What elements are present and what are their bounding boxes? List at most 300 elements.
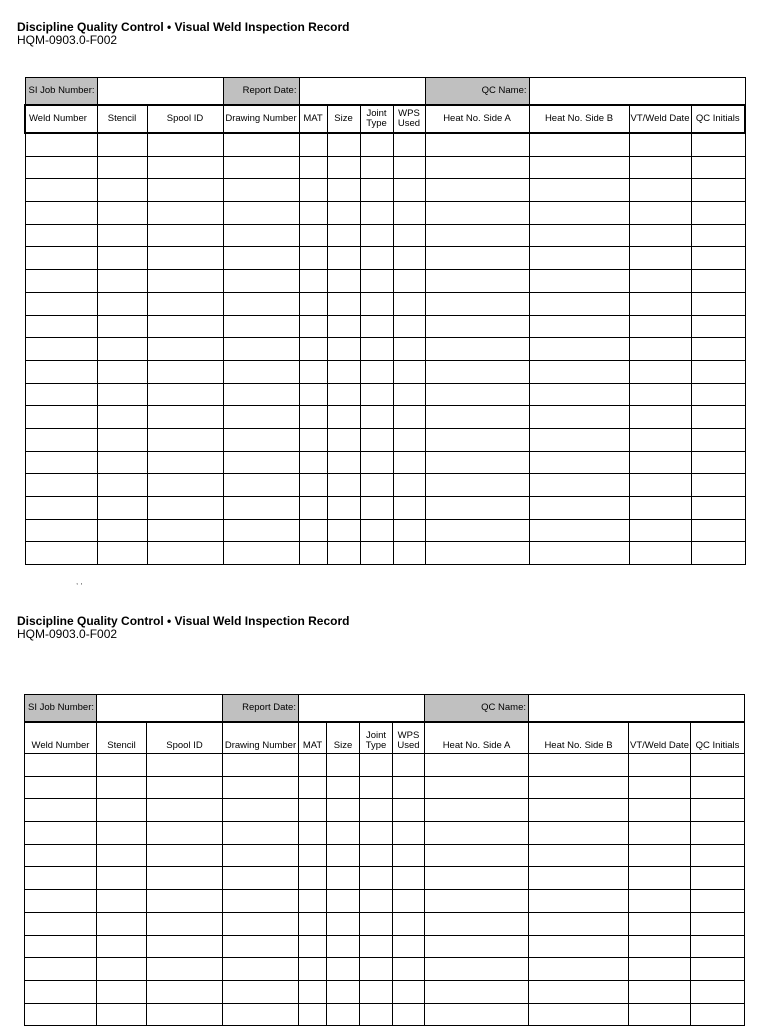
entry-cell[interactable] xyxy=(299,822,327,845)
entry-cell[interactable] xyxy=(360,497,393,520)
entry-cell[interactable] xyxy=(393,406,425,429)
entry-cell[interactable] xyxy=(25,202,97,225)
entry-cell[interactable] xyxy=(691,867,745,890)
entry-cell[interactable] xyxy=(223,912,299,935)
entry-cell[interactable] xyxy=(327,542,360,565)
entry-cell[interactable] xyxy=(147,406,223,429)
entry-cell[interactable] xyxy=(360,890,393,913)
entry-cell[interactable] xyxy=(223,754,299,777)
entry-cell[interactable] xyxy=(299,497,327,520)
entry-cell[interactable] xyxy=(629,202,691,225)
entry-cell[interactable] xyxy=(327,338,360,361)
entry-cell[interactable] xyxy=(223,890,299,913)
entry-cell[interactable] xyxy=(393,935,425,958)
entry-cell[interactable] xyxy=(393,360,425,383)
entry-cell[interactable] xyxy=(529,867,629,890)
entry-cell[interactable] xyxy=(360,754,393,777)
entry-cell[interactable] xyxy=(147,497,223,520)
entry-cell[interactable] xyxy=(393,890,425,913)
entry-cell[interactable] xyxy=(147,270,223,293)
entry-cell[interactable] xyxy=(360,776,393,799)
entry-cell[interactable] xyxy=(360,179,393,202)
entry-cell[interactable] xyxy=(223,958,299,981)
entry-cell[interactable] xyxy=(147,867,223,890)
entry-cell[interactable] xyxy=(529,497,629,520)
entry-cell[interactable] xyxy=(425,224,529,247)
entry-cell[interactable] xyxy=(425,451,529,474)
job-number-field[interactable] xyxy=(97,695,223,723)
entry-cell[interactable] xyxy=(529,776,629,799)
entry-cell[interactable] xyxy=(393,224,425,247)
entry-cell[interactable] xyxy=(97,383,147,406)
entry-cell[interactable] xyxy=(360,474,393,497)
entry-cell[interactable] xyxy=(393,383,425,406)
entry-cell[interactable] xyxy=(360,958,393,981)
entry-cell[interactable] xyxy=(529,980,629,1003)
entry-cell[interactable] xyxy=(393,292,425,315)
entry-cell[interactable] xyxy=(299,406,327,429)
entry-cell[interactable] xyxy=(425,542,529,565)
entry-cell[interactable] xyxy=(529,338,629,361)
entry-cell[interactable] xyxy=(223,519,299,542)
entry-cell[interactable] xyxy=(360,247,393,270)
entry-cell[interactable] xyxy=(425,428,529,451)
entry-cell[interactable] xyxy=(629,542,691,565)
entry-cell[interactable] xyxy=(147,428,223,451)
entry-cell[interactable] xyxy=(97,451,147,474)
entry-cell[interactable] xyxy=(393,451,425,474)
entry-cell[interactable] xyxy=(360,542,393,565)
entry-cell[interactable] xyxy=(529,912,629,935)
entry-cell[interactable] xyxy=(223,980,299,1003)
entry-cell[interactable] xyxy=(425,1003,529,1026)
entry-cell[interactable] xyxy=(299,360,327,383)
entry-cell[interactable] xyxy=(327,754,360,777)
job-number-field[interactable] xyxy=(97,78,223,106)
entry-cell[interactable] xyxy=(425,935,529,958)
entry-cell[interactable] xyxy=(629,519,691,542)
entry-cell[interactable] xyxy=(147,1003,223,1026)
entry-cell[interactable] xyxy=(393,912,425,935)
entry-cell[interactable] xyxy=(529,224,629,247)
entry-cell[interactable] xyxy=(529,958,629,981)
entry-cell[interactable] xyxy=(97,776,147,799)
entry-cell[interactable] xyxy=(393,428,425,451)
entry-cell[interactable] xyxy=(629,822,691,845)
entry-cell[interactable] xyxy=(327,958,360,981)
entry-cell[interactable] xyxy=(393,133,425,156)
entry-cell[interactable] xyxy=(393,867,425,890)
entry-cell[interactable] xyxy=(629,428,691,451)
entry-cell[interactable] xyxy=(327,519,360,542)
entry-cell[interactable] xyxy=(327,156,360,179)
qc-name-field[interactable] xyxy=(529,78,745,106)
entry-cell[interactable] xyxy=(299,776,327,799)
entry-cell[interactable] xyxy=(147,980,223,1003)
entry-cell[interactable] xyxy=(299,799,327,822)
entry-cell[interactable] xyxy=(691,202,745,225)
entry-cell[interactable] xyxy=(147,133,223,156)
entry-cell[interactable] xyxy=(97,980,147,1003)
entry-cell[interactable] xyxy=(97,519,147,542)
entry-cell[interactable] xyxy=(327,406,360,429)
entry-cell[interactable] xyxy=(360,451,393,474)
entry-cell[interactable] xyxy=(360,315,393,338)
entry-cell[interactable] xyxy=(691,1003,745,1026)
entry-cell[interactable] xyxy=(425,754,529,777)
entry-cell[interactable] xyxy=(425,497,529,520)
entry-cell[interactable] xyxy=(147,890,223,913)
entry-cell[interactable] xyxy=(97,1003,147,1026)
entry-cell[interactable] xyxy=(529,360,629,383)
entry-cell[interactable] xyxy=(327,315,360,338)
entry-cell[interactable] xyxy=(360,1003,393,1026)
entry-cell[interactable] xyxy=(97,935,147,958)
entry-cell[interactable] xyxy=(299,754,327,777)
entry-cell[interactable] xyxy=(691,980,745,1003)
entry-cell[interactable] xyxy=(691,890,745,913)
entry-cell[interactable] xyxy=(25,844,97,867)
entry-cell[interactable] xyxy=(529,519,629,542)
entry-cell[interactable] xyxy=(25,935,97,958)
entry-cell[interactable] xyxy=(425,799,529,822)
entry-cell[interactable] xyxy=(25,179,97,202)
entry-cell[interactable] xyxy=(97,844,147,867)
entry-cell[interactable] xyxy=(691,844,745,867)
entry-cell[interactable] xyxy=(147,935,223,958)
entry-cell[interactable] xyxy=(360,383,393,406)
entry-cell[interactable] xyxy=(327,179,360,202)
entry-cell[interactable] xyxy=(691,776,745,799)
entry-cell[interactable] xyxy=(425,867,529,890)
entry-cell[interactable] xyxy=(223,360,299,383)
entry-cell[interactable] xyxy=(629,912,691,935)
entry-cell[interactable] xyxy=(629,247,691,270)
entry-cell[interactable] xyxy=(25,451,97,474)
entry-cell[interactable] xyxy=(691,270,745,293)
entry-cell[interactable] xyxy=(97,542,147,565)
entry-cell[interactable] xyxy=(147,451,223,474)
entry-cell[interactable] xyxy=(327,935,360,958)
entry-cell[interactable] xyxy=(393,542,425,565)
entry-cell[interactable] xyxy=(629,776,691,799)
entry-cell[interactable] xyxy=(299,890,327,913)
entry-cell[interactable] xyxy=(97,179,147,202)
entry-cell[interactable] xyxy=(327,474,360,497)
entry-cell[interactable] xyxy=(299,912,327,935)
entry-cell[interactable] xyxy=(327,497,360,520)
entry-cell[interactable] xyxy=(223,1003,299,1026)
entry-cell[interactable] xyxy=(147,202,223,225)
entry-cell[interactable] xyxy=(223,156,299,179)
entry-cell[interactable] xyxy=(425,519,529,542)
entry-cell[interactable] xyxy=(393,315,425,338)
entry-cell[interactable] xyxy=(299,270,327,293)
entry-cell[interactable] xyxy=(360,822,393,845)
entry-cell[interactable] xyxy=(529,270,629,293)
entry-cell[interactable] xyxy=(393,179,425,202)
entry-cell[interactable] xyxy=(393,519,425,542)
entry-cell[interactable] xyxy=(425,474,529,497)
entry-cell[interactable] xyxy=(25,912,97,935)
entry-cell[interactable] xyxy=(393,958,425,981)
entry-cell[interactable] xyxy=(360,292,393,315)
entry-cell[interactable] xyxy=(360,224,393,247)
entry-cell[interactable] xyxy=(529,935,629,958)
entry-cell[interactable] xyxy=(25,867,97,890)
entry-cell[interactable] xyxy=(25,338,97,361)
entry-cell[interactable] xyxy=(691,474,745,497)
entry-cell[interactable] xyxy=(360,980,393,1003)
entry-cell[interactable] xyxy=(25,474,97,497)
entry-cell[interactable] xyxy=(223,867,299,890)
entry-cell[interactable] xyxy=(629,890,691,913)
entry-cell[interactable] xyxy=(223,292,299,315)
entry-cell[interactable] xyxy=(425,156,529,179)
entry-cell[interactable] xyxy=(629,360,691,383)
entry-cell[interactable] xyxy=(25,224,97,247)
entry-cell[interactable] xyxy=(299,202,327,225)
entry-cell[interactable] xyxy=(529,754,629,777)
entry-cell[interactable] xyxy=(393,1003,425,1026)
entry-cell[interactable] xyxy=(425,822,529,845)
entry-cell[interactable] xyxy=(97,822,147,845)
entry-cell[interactable] xyxy=(425,958,529,981)
entry-cell[interactable] xyxy=(393,754,425,777)
entry-cell[interactable] xyxy=(360,799,393,822)
entry-cell[interactable] xyxy=(147,542,223,565)
entry-cell[interactable] xyxy=(691,383,745,406)
entry-cell[interactable] xyxy=(147,360,223,383)
entry-cell[interactable] xyxy=(25,360,97,383)
entry-cell[interactable] xyxy=(629,383,691,406)
entry-cell[interactable] xyxy=(97,912,147,935)
entry-cell[interactable] xyxy=(360,338,393,361)
entry-cell[interactable] xyxy=(97,156,147,179)
entry-cell[interactable] xyxy=(97,133,147,156)
entry-cell[interactable] xyxy=(97,292,147,315)
entry-cell[interactable] xyxy=(629,867,691,890)
entry-cell[interactable] xyxy=(147,383,223,406)
entry-cell[interactable] xyxy=(299,958,327,981)
entry-cell[interactable] xyxy=(691,360,745,383)
entry-cell[interactable] xyxy=(360,360,393,383)
entry-cell[interactable] xyxy=(393,980,425,1003)
entry-cell[interactable] xyxy=(25,383,97,406)
entry-cell[interactable] xyxy=(299,980,327,1003)
entry-cell[interactable] xyxy=(691,292,745,315)
entry-cell[interactable] xyxy=(223,338,299,361)
entry-cell[interactable] xyxy=(529,799,629,822)
entry-cell[interactable] xyxy=(425,980,529,1003)
entry-cell[interactable] xyxy=(25,497,97,520)
entry-cell[interactable] xyxy=(360,156,393,179)
entry-cell[interactable] xyxy=(691,958,745,981)
entry-cell[interactable] xyxy=(529,1003,629,1026)
entry-cell[interactable] xyxy=(147,519,223,542)
entry-cell[interactable] xyxy=(360,935,393,958)
entry-cell[interactable] xyxy=(25,980,97,1003)
entry-cell[interactable] xyxy=(147,292,223,315)
entry-cell[interactable] xyxy=(299,179,327,202)
entry-cell[interactable] xyxy=(147,474,223,497)
entry-cell[interactable] xyxy=(691,406,745,429)
entry-cell[interactable] xyxy=(327,867,360,890)
entry-cell[interactable] xyxy=(147,912,223,935)
entry-cell[interactable] xyxy=(223,428,299,451)
entry-cell[interactable] xyxy=(25,542,97,565)
entry-cell[interactable] xyxy=(327,799,360,822)
entry-cell[interactable] xyxy=(97,360,147,383)
entry-cell[interactable] xyxy=(425,202,529,225)
entry-cell[interactable] xyxy=(425,315,529,338)
entry-cell[interactable] xyxy=(393,844,425,867)
entry-cell[interactable] xyxy=(691,451,745,474)
entry-cell[interactable] xyxy=(223,179,299,202)
entry-cell[interactable] xyxy=(97,202,147,225)
entry-cell[interactable] xyxy=(25,156,97,179)
entry-cell[interactable] xyxy=(691,247,745,270)
entry-cell[interactable] xyxy=(425,406,529,429)
entry-cell[interactable] xyxy=(97,428,147,451)
entry-cell[interactable] xyxy=(425,912,529,935)
entry-cell[interactable] xyxy=(147,338,223,361)
entry-cell[interactable] xyxy=(147,156,223,179)
report-date-field[interactable] xyxy=(299,78,425,106)
entry-cell[interactable] xyxy=(299,542,327,565)
entry-cell[interactable] xyxy=(223,935,299,958)
entry-cell[interactable] xyxy=(97,315,147,338)
entry-cell[interactable] xyxy=(223,542,299,565)
entry-cell[interactable] xyxy=(299,133,327,156)
entry-cell[interactable] xyxy=(529,133,629,156)
entry-cell[interactable] xyxy=(327,980,360,1003)
entry-cell[interactable] xyxy=(629,406,691,429)
entry-cell[interactable] xyxy=(299,292,327,315)
entry-cell[interactable] xyxy=(25,1003,97,1026)
entry-cell[interactable] xyxy=(327,822,360,845)
entry-cell[interactable] xyxy=(223,844,299,867)
entry-cell[interactable] xyxy=(97,867,147,890)
entry-cell[interactable] xyxy=(299,867,327,890)
entry-cell[interactable] xyxy=(327,890,360,913)
entry-cell[interactable] xyxy=(691,224,745,247)
entry-cell[interactable] xyxy=(97,958,147,981)
entry-cell[interactable] xyxy=(223,822,299,845)
entry-cell[interactable] xyxy=(691,935,745,958)
entry-cell[interactable] xyxy=(529,179,629,202)
entry-cell[interactable] xyxy=(629,958,691,981)
entry-cell[interactable] xyxy=(393,247,425,270)
entry-cell[interactable] xyxy=(629,133,691,156)
entry-cell[interactable] xyxy=(691,822,745,845)
entry-cell[interactable] xyxy=(425,247,529,270)
entry-cell[interactable] xyxy=(629,935,691,958)
entry-cell[interactable] xyxy=(327,133,360,156)
entry-cell[interactable] xyxy=(147,958,223,981)
entry-cell[interactable] xyxy=(25,799,97,822)
entry-cell[interactable] xyxy=(425,338,529,361)
entry-cell[interactable] xyxy=(299,224,327,247)
entry-cell[interactable] xyxy=(147,247,223,270)
entry-cell[interactable] xyxy=(629,844,691,867)
entry-cell[interactable] xyxy=(360,270,393,293)
entry-cell[interactable] xyxy=(629,474,691,497)
entry-cell[interactable] xyxy=(147,754,223,777)
entry-cell[interactable] xyxy=(327,1003,360,1026)
entry-cell[interactable] xyxy=(529,822,629,845)
entry-cell[interactable] xyxy=(629,338,691,361)
entry-cell[interactable] xyxy=(691,156,745,179)
entry-cell[interactable] xyxy=(25,247,97,270)
entry-cell[interactable] xyxy=(629,292,691,315)
entry-cell[interactable] xyxy=(299,844,327,867)
entry-cell[interactable] xyxy=(529,406,629,429)
entry-cell[interactable] xyxy=(299,156,327,179)
entry-cell[interactable] xyxy=(223,224,299,247)
entry-cell[interactable] xyxy=(223,406,299,429)
entry-cell[interactable] xyxy=(425,179,529,202)
entry-cell[interactable] xyxy=(25,776,97,799)
entry-cell[interactable] xyxy=(97,799,147,822)
entry-cell[interactable] xyxy=(147,315,223,338)
entry-cell[interactable] xyxy=(529,292,629,315)
entry-cell[interactable] xyxy=(529,202,629,225)
entry-cell[interactable] xyxy=(425,844,529,867)
entry-cell[interactable] xyxy=(393,338,425,361)
entry-cell[interactable] xyxy=(393,497,425,520)
entry-cell[interactable] xyxy=(97,890,147,913)
entry-cell[interactable] xyxy=(529,844,629,867)
entry-cell[interactable] xyxy=(147,224,223,247)
entry-cell[interactable] xyxy=(393,156,425,179)
entry-cell[interactable] xyxy=(25,292,97,315)
entry-cell[interactable] xyxy=(25,406,97,429)
entry-cell[interactable] xyxy=(425,776,529,799)
entry-cell[interactable] xyxy=(691,179,745,202)
entry-cell[interactable] xyxy=(25,519,97,542)
entry-cell[interactable] xyxy=(425,383,529,406)
entry-cell[interactable] xyxy=(425,890,529,913)
entry-cell[interactable] xyxy=(629,224,691,247)
entry-cell[interactable] xyxy=(299,519,327,542)
entry-cell[interactable] xyxy=(299,338,327,361)
entry-cell[interactable] xyxy=(327,360,360,383)
entry-cell[interactable] xyxy=(147,776,223,799)
entry-cell[interactable] xyxy=(25,822,97,845)
entry-cell[interactable] xyxy=(25,315,97,338)
entry-cell[interactable] xyxy=(147,799,223,822)
entry-cell[interactable] xyxy=(299,428,327,451)
entry-cell[interactable] xyxy=(25,133,97,156)
entry-cell[interactable] xyxy=(425,360,529,383)
entry-cell[interactable] xyxy=(97,270,147,293)
entry-cell[interactable] xyxy=(223,315,299,338)
entry-cell[interactable] xyxy=(529,428,629,451)
entry-cell[interactable] xyxy=(629,270,691,293)
entry-cell[interactable] xyxy=(360,844,393,867)
entry-cell[interactable] xyxy=(691,497,745,520)
entry-cell[interactable] xyxy=(529,890,629,913)
qc-name-field[interactable] xyxy=(529,695,745,723)
entry-cell[interactable] xyxy=(393,202,425,225)
entry-cell[interactable] xyxy=(629,754,691,777)
entry-cell[interactable] xyxy=(629,315,691,338)
entry-cell[interactable] xyxy=(327,202,360,225)
entry-cell[interactable] xyxy=(393,776,425,799)
entry-cell[interactable] xyxy=(629,156,691,179)
report-date-field[interactable] xyxy=(299,695,425,723)
